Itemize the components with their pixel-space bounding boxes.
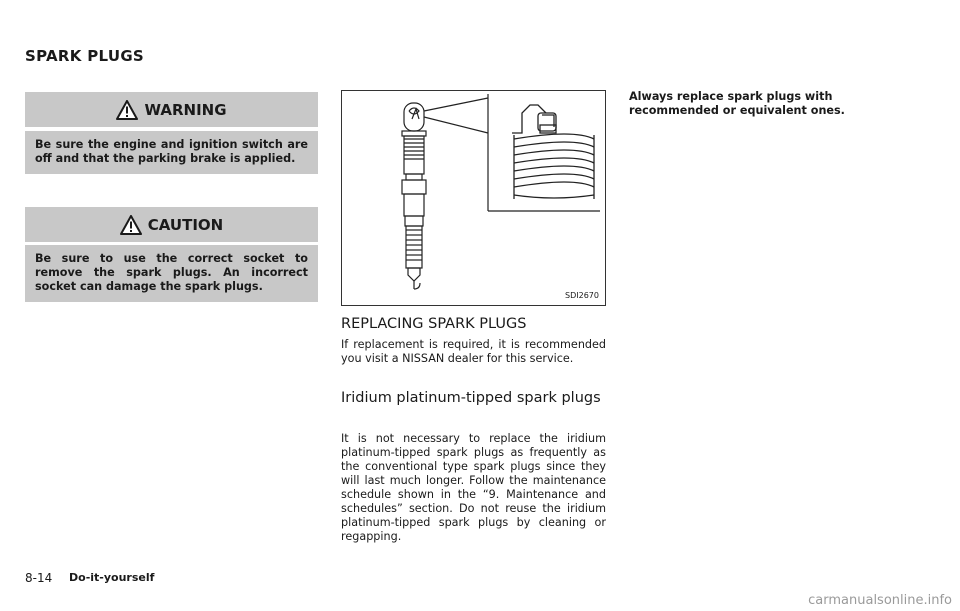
- spark-plug-illustration: [342, 91, 605, 305]
- figure-code: SDI2670: [565, 291, 599, 300]
- caution-title: CAUTION: [147, 215, 224, 234]
- section-header: SPARK PLUGS: [25, 47, 145, 65]
- warning-header: [25, 92, 318, 127]
- replacing-text: If replacement is required, it is recommended you visit a NISSAN dealer for this service.: [341, 338, 606, 365]
- warning-title: WARNING: [144, 100, 227, 119]
- iridium-heading: Iridium platinum-tipped spark plugs: [341, 390, 601, 406]
- iridium-text: It is not necessary to replace the iridium platinum-tipped spark plugs as frequently as the conventional type spark plugs since they will last much longer. Follow the maintenance schedule shown in the “9. Maintenance and schedules” section. Do not reuse the iridium platinum-tipped spark plugs by cleaning or regapping.: [341, 432, 606, 543]
- chapter-name: Do-it-yourself: [69, 571, 155, 584]
- caution-header: [25, 207, 318, 242]
- warning-triangle-icon: [120, 215, 142, 235]
- replacing-heading: REPLACING SPARK PLUGS: [341, 316, 527, 332]
- spark-plug-figure: [341, 90, 606, 306]
- warning-text: Be sure the engine and ignition switch are off and that the parking brake is applied.: [25, 131, 318, 174]
- caution-text: Be sure to use the correct socket to remove the spark plugs. An incorrect socket can damage the spark plugs.: [25, 245, 318, 302]
- replace-recommendation: Always replace spark plugs with recommended or equivalent ones.: [629, 90, 845, 117]
- warning-triangle-icon: [116, 100, 138, 120]
- watermark: carmanualsonline.info: [808, 593, 952, 608]
- page-number: 8-14: [25, 571, 53, 585]
